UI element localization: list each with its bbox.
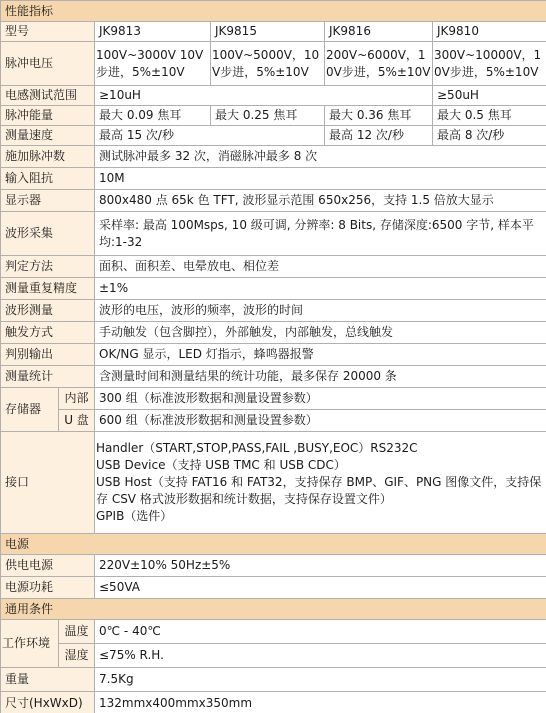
power-consumption-label: 电源功耗	[1, 577, 95, 599]
pulse-voltage-label: 脉冲电压	[1, 42, 95, 86]
power-supply-label: 供电电源	[1, 555, 95, 577]
trigger-value: 手动触发（包含脚控），外部触发，内部触发，总线触发	[95, 322, 546, 344]
pulse-count-label: 施加脉冲数	[1, 146, 95, 168]
environment-label: 工作环境	[1, 620, 59, 668]
interface-line-usb-host: USB Host（支持 FAT16 和 FAT32，支持保存 BMP、GIF、PNG 图像文件，支持保存 CSV 格式波形数据和统计数据，支持保存设置文件）	[96, 475, 542, 506]
display-value: 800x480 点 65k 色 TFT, 波形显示范围 650x256，支持 1.5 倍放大显示	[95, 190, 546, 212]
display-label: 显示器	[1, 190, 95, 212]
repeat-label: 测量重复精度	[1, 278, 95, 300]
output-label: 判别输出	[1, 344, 95, 366]
storage-internal-value: 300 组（标准波形数据和测量设置参数）	[95, 388, 546, 410]
waveform-label: 波形采集	[1, 212, 95, 256]
waveform-value: 采样率: 最高 100Msps, 10 级可调, 分辨率: 8 Bits, 存储深度:6500 字节, 样本平均:1-32	[95, 212, 546, 256]
repeat-value: ±1%	[95, 278, 546, 300]
storage-internal-label: 内部	[59, 388, 95, 410]
interface-value	[95, 432, 546, 534]
model-jk9815: JK9815	[211, 22, 325, 42]
model-jk9810: JK9810	[433, 22, 546, 42]
pulse-voltage-jk9815: 100V~5000V，10V步进，5%±10V	[211, 42, 325, 86]
measure-speed-1: 最高 15 次/秒	[95, 126, 325, 146]
pulse-energy-jk9816: 最大 0.36 焦耳	[325, 106, 433, 126]
output-value: OK/NG 显示，LED 灯指示，蜂鸣器报警	[95, 344, 546, 366]
wave-measure-value: 波形的电压，波形的频率，波形的时间	[95, 300, 546, 322]
inductance-range-low: ≥10uH	[95, 86, 433, 106]
wave-measure-label: 波形测量	[1, 300, 95, 322]
environment-temp-label: 温度	[59, 620, 95, 644]
inductance-range-high: ≥50uH	[433, 86, 546, 106]
section-general: 通用条件	[1, 599, 546, 620]
pulse-energy-jk9810: 最大 0.5 焦耳	[433, 106, 546, 126]
model-jk9813: JK9813	[95, 22, 211, 42]
weight-label: 重量	[1, 668, 95, 692]
interface-line-gpib: GPIB（选件）	[96, 509, 173, 523]
trigger-label: 触发方式	[1, 322, 95, 344]
pulse-energy-jk9813: 最大 0.09 焦耳	[95, 106, 211, 126]
measure-speed-3: 最高 8 次/秒	[433, 126, 546, 146]
pulse-voltage-jk9810: 300V~10000V，10V步进，5%±10V	[433, 42, 546, 86]
inductance-range-label: 电感测试范围	[1, 86, 95, 106]
weight-value: 7.5Kg	[95, 668, 546, 692]
stats-label: 测量统计	[1, 366, 95, 388]
storage-udisk-label: U 盘	[59, 410, 95, 432]
section-performance: 性能指标	[1, 1, 546, 22]
pulse-voltage-jk9813: 100V~3000V 10V步进，5%±10V	[95, 42, 211, 86]
measure-speed-2: 最高 12 次/秒	[325, 126, 433, 146]
stats-value: 含测量时间和测量结果的统计功能，最多保存 20000 条	[95, 366, 546, 388]
judge-value: 面积、面积差、电晕放电、相位差	[95, 256, 546, 278]
environment-temp-value: 0℃ - 40℃	[95, 620, 546, 644]
size-label: 尺寸(HxWxD)	[1, 692, 95, 713]
input-impedance-value: 10M	[95, 168, 546, 190]
storage-label: 存储器	[1, 388, 59, 432]
section-power: 电源	[1, 534, 546, 555]
environment-humidity-value: ≤75% R.H.	[95, 644, 546, 668]
power-consumption-value: ≤50VA	[95, 577, 546, 599]
interface-line-handler: Handler（START,STOP,PASS,FAIL ,BUSY,EOC）RS232C	[96, 441, 418, 455]
judge-label: 判定方法	[1, 256, 95, 278]
environment-humidity-label: 湿度	[59, 644, 95, 668]
interface-label: 接口	[1, 432, 95, 534]
pulse-voltage-jk9816: 200V~6000V，10V步进，5%±10V	[325, 42, 433, 86]
size-value: 132mmx400mmx350mm	[95, 692, 546, 713]
pulse-count-value: 测试脉冲最多 32 次，消磁脉冲最多 8 次	[95, 146, 546, 168]
power-supply-value: 220V±10% 50Hz±5%	[95, 555, 546, 577]
model-jk9816: JK9816	[325, 22, 433, 42]
model-label: 型号	[1, 22, 95, 42]
input-impedance-label: 输入阻抗	[1, 168, 95, 190]
pulse-energy-jk9815: 最大 0.25 焦耳	[211, 106, 325, 126]
measure-speed-label: 测量速度	[1, 126, 95, 146]
pulse-energy-label: 脉冲能量	[1, 106, 95, 126]
storage-udisk-value: 600 组（标准波形数据和测量设置参数）	[95, 410, 546, 432]
interface-line-usb-device: USB Device（支持 USB TMC 和 USB CDC）	[96, 458, 346, 472]
